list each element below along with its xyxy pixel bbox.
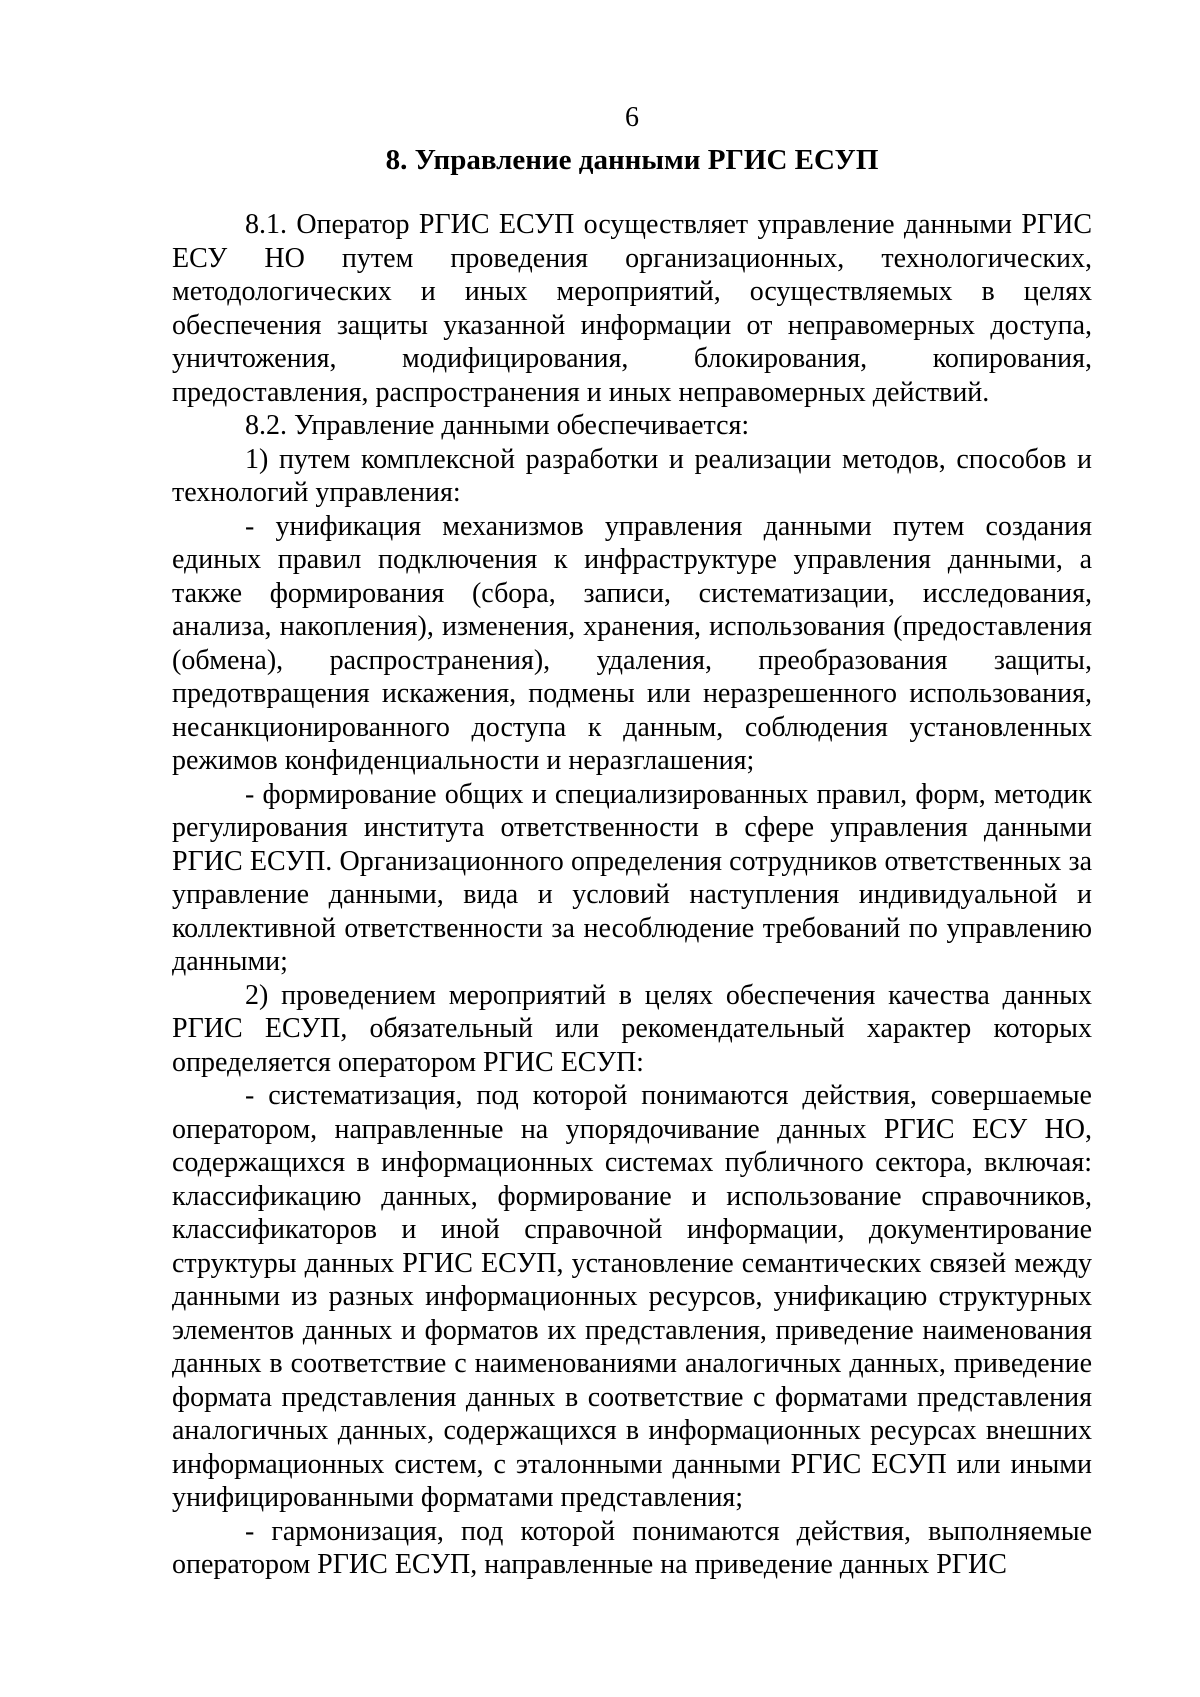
paragraph-rules-forming: - формирование общих и специализированных правил, форм, методик регулирования института ответственности в сфере управления данными РГИС ЕСУП. Организационного определения сотрудников ответственных за управление данными, вида и условий наступления индивидуальной и коллективной ответственности за несоблюдение требований по управлению данными; [172, 778, 1092, 977]
paragraph-8-1: 8.1. Оператор РГИС ЕСУП осуществляет управление данными РГИС ЕСУ НО путем проведения организационных, технологических, методологических и иных мероприятий, осуществляемых в целях обеспечения защиты указанной информации от неправомерных доступа, уничтожения, модифицирования, блокирования, копирования, предоставления, распространения и иных неправомерных действий. [172, 209, 1092, 408]
paragraph-harmonization: - гармонизация, под которой понимаются действия, выполняемые оператором РГИС ЕСУП, направленные на приведение данных РГИС [172, 1515, 1092, 1580]
paragraph-systematization: - систематизация, под которой понимаются действия, совершаемые оператором, направленные на упорядочивание данных РГИС ЕСУ НО, содержащихся в информационных системах публичного сектора, включая: классификацию данных, формирование и использование справочников, классификаторов и иной справочной информации, документирование структуры данных РГИС ЕСУП, установление семантических связей между данными из разных информационных ресурсов, унификацию структурных элементов данных и форматов их представления, приведение наименования данных в соответствие с наименованиями аналогичных данных, приведение формата представления данных в соответствие с форматами представления аналогичных данных, содержащихся в информационных ресурсах внешних информационных систем, с эталонными данными РГИС ЕСУП или иными унифицированными форматами представления; [172, 1080, 1092, 1513]
paragraph-8-2: 8.2. Управление данными обеспечивается: [245, 410, 750, 441]
paragraph-unification: - унификация механизмов управления данными путем создания единых правил подключения к инфраструктуре управления данными, а также формирования (сбора, записи, систематизации, исследования, анализа, накопления), изменения, хранения, использования (предоставления (обмена), распространения), удаления, преобразования защиты, предотвращения искажения, подмены или неразрешенного использования, несанкционированного доступа к данным, соблюдения установленных режимов конфиденциальности и неразглашения; [172, 510, 1092, 776]
document-page [172, 100, 1092, 1582]
paragraph-item-1: 1) путем комплексной разработки и реализации методов, способов и технологий управления: [172, 443, 1092, 508]
section-title: 8. Управление данными РГИС ЕСУП [385, 144, 879, 176]
paragraph-item-2: 2) проведением мероприятий в целях обеспечения качества данных РГИС ЕСУП, обязательный или рекомендательный характер которых определяется оператором РГИС ЕСУП: [172, 979, 1092, 1078]
page-number: 6 [625, 102, 639, 133]
